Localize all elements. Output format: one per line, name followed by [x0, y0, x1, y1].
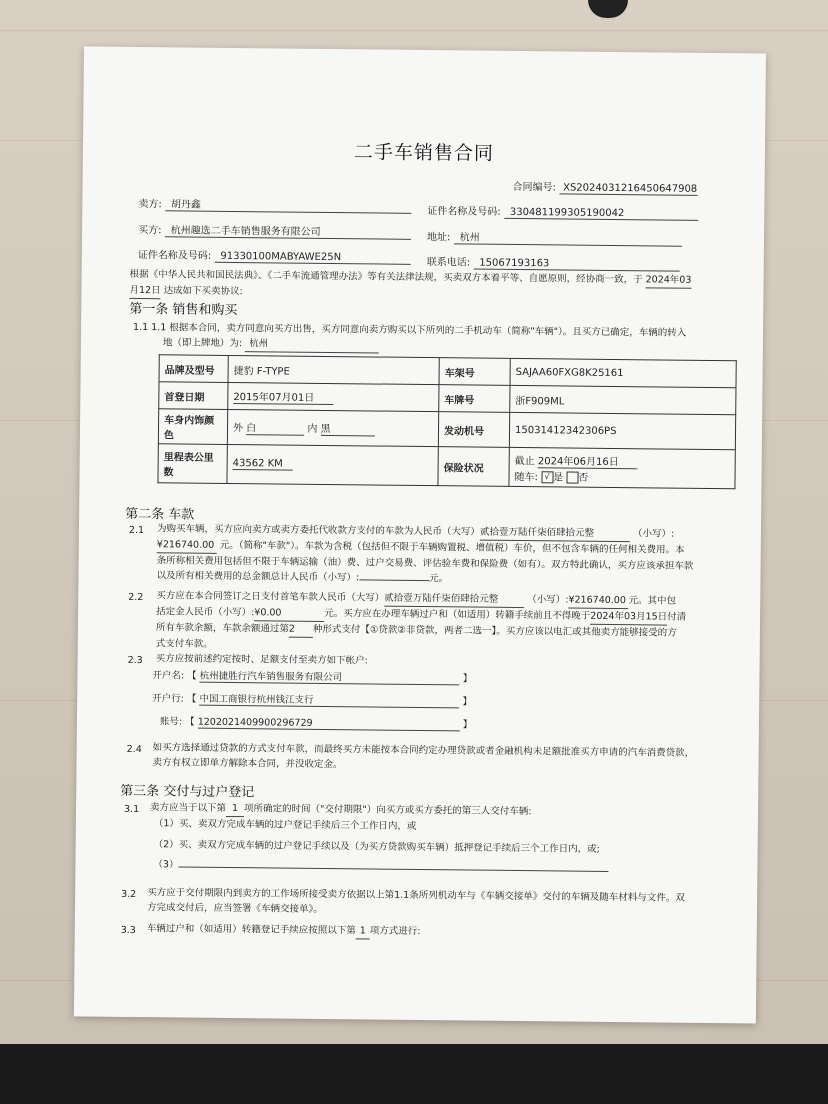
contract-number: 合同编号: XS2024031216450647908 — [512, 181, 698, 195]
section-1-heading: 第一条 销售和购买 — [129, 301, 238, 319]
bank-row: 开户行: 【 中国工商银行杭州钱江支行 】 — [152, 690, 472, 708]
clause-number: 2.1 — [128, 524, 145, 537]
address-row: 地址: 杭州 — [427, 228, 682, 247]
section-3-heading: 第三条 交付与过户登记 — [120, 783, 255, 801]
buyer-cert-row: 证件名称及号码: 91330100MABYAWE25N — [138, 246, 411, 265]
color-cell: 外 白 内 黑 — [227, 409, 438, 446]
delivery-option-2: （2）买、卖双方完成车辆的过户登记手续以及（为买方贷款购买车辆）抵押登记手续后三个工作日内，或; — [153, 839, 600, 855]
table-row — [158, 409, 735, 450]
clause-number: 3.2 — [121, 888, 137, 901]
section-2-heading: 第二条 车款 — [125, 506, 195, 523]
desk-object — [588, 0, 628, 18]
clause-2-1: 为购买车辆，买方应向卖方或卖方委托代收款方支付的车款为人民币（大写）贰拾壹万陆仟柒佰肆拾元整 （小写）: ¥216740.00 元。（简称"车款"）。车款为含税（包括但不限于车辆购置税、增值税）车价，但不包含车辆的任何相关费用。本 条所称相关费用包括但不限于车辆运输（油）费、过户交易费、评估验车费和保险费（如有）。双方特此确认，买方应该承担车款 以及所有相关费用的总金额总计人民币（小写）: 元。 — [156, 523, 694, 585]
brand-label: 品牌及型号 — [159, 355, 228, 383]
intro-paragraph: 根据《中华人民共和国民法典》、《二手车流通管理办法》等有关法律法规，买卖双方本着平等、自愿原则，经协商一致，于 2024年03 月12日 达成如下买卖协议: — [129, 267, 691, 305]
clause-2-3: 买方应按前述约定按时、足额支付至卖方如下帐户: — [155, 653, 368, 667]
table-row — [158, 444, 735, 489]
clause-number: 2.2 — [128, 591, 144, 604]
clause-3-1: 卖方应当于以下第 1 项所确定的时间（"交付期限"）向买方或买方委托的第三人交付车辆: — [149, 802, 532, 818]
checkbox-yes: √ — [541, 471, 553, 483]
engine-value: 15031412342306PS — [509, 412, 735, 449]
dark-edge — [0, 1044, 828, 1104]
phone-row: 联系电话: 15067193163 — [427, 253, 680, 272]
document-title: 二手车销售合同 — [353, 141, 495, 165]
color-label: 车身内饰颜色 — [158, 409, 227, 445]
vehicle-info-table — [157, 354, 736, 489]
clause-number: 2.4 — [126, 743, 142, 756]
clause-3-3: 车辆过户和（如适用）转籍登记手续应按照以下第 1 项方式进行: — [147, 921, 421, 940]
buyer-row: 买方: 杭州趣选二手车销售服务有限公司 — [138, 221, 411, 240]
clause-2-4: 如买方选择通过贷款的方式支付车款，而最终买方未能按本合同约定办理贷款或者金融机构未足额批准买方申请的汽车消费贷款， 卖方有权立即单方解除本合同，并没收定金。 — [152, 742, 695, 771]
clause-number: 2.3 — [127, 654, 143, 667]
seller-cert-row: 证件名称及号码: 330481199305190042 — [427, 202, 698, 221]
clause-3-2: 买方应于交付期限内到卖方的工作场所接受卖方依据以上第1.1条所列机动车与《车辆交接单》交付的车辆及随车材料与文件。双 方完成交付后，应当签署《车辆交接单》。 — [146, 887, 685, 915]
clause-1-1: 1.1 1.1 根据本合同，卖方同意向买方出售，买方同意向卖方购买以下所列的二手机动车（简称"车辆"）。且买方已确定，车辆的转入 地（即上牌地）为: 杭州 — [133, 320, 687, 357]
clause-number: 3.3 — [120, 924, 136, 937]
vin-value: SAJAA60FXG8K25161 — [510, 358, 736, 387]
insurance-label: 保险状况 — [438, 447, 509, 487]
reg-date-cell: 2015年07月01日 — [228, 382, 439, 411]
brand-value: 捷豹 F-TYPE — [228, 355, 439, 384]
mileage-label: 里程表公里数 — [158, 444, 227, 484]
delivery-option-1: （1）买、卖双方完成车辆的过户登记手续后三个工作日内，或 — [153, 818, 417, 832]
reg-date-label: 首登日期 — [159, 382, 228, 410]
clause-number: 3.1 — [123, 803, 140, 816]
contract-page — [74, 46, 766, 1023]
account-name-row: 开户名: 【 杭州捷胜行汽车销售服务有限公司 】 — [152, 667, 472, 685]
checkbox-no — [566, 471, 578, 483]
plate-value: 浙F909ML — [510, 385, 736, 414]
account-number-row: 账号: 【 1202021409900296729 】 — [159, 716, 473, 731]
engine-label: 发动机号 — [438, 412, 509, 448]
seller-row: 卖方: 胡丹鑫 — [138, 195, 411, 214]
mileage-cell: 43562 KM — [227, 444, 438, 485]
delivery-option-3: （3） — [153, 857, 608, 877]
clause-2-2: 买方应在本合同签订之日支付首笔车款人民币（大写）贰拾壹万陆仟柒佰肆拾元整 （小写）:¥216740.00 元。其中包 括定金人民币（小写）:¥0.00 元。买方应在办理车辆过户和（如适用）转籍手续前且不得晚于2024年03月15日付清 所有车款余额，车款余额通过第2 种形式支付【①贷款②非贷款，两者二选一】。买方应该以电汇或其他卖方能够接受的方 式支付车款。 — [155, 590, 687, 650]
plate-label: 车牌号 — [439, 385, 510, 413]
vin-label: 车架号 — [439, 358, 510, 386]
insurance-cell: 截止 2024年06月16日 随车: √ 是 否 — [509, 447, 735, 488]
